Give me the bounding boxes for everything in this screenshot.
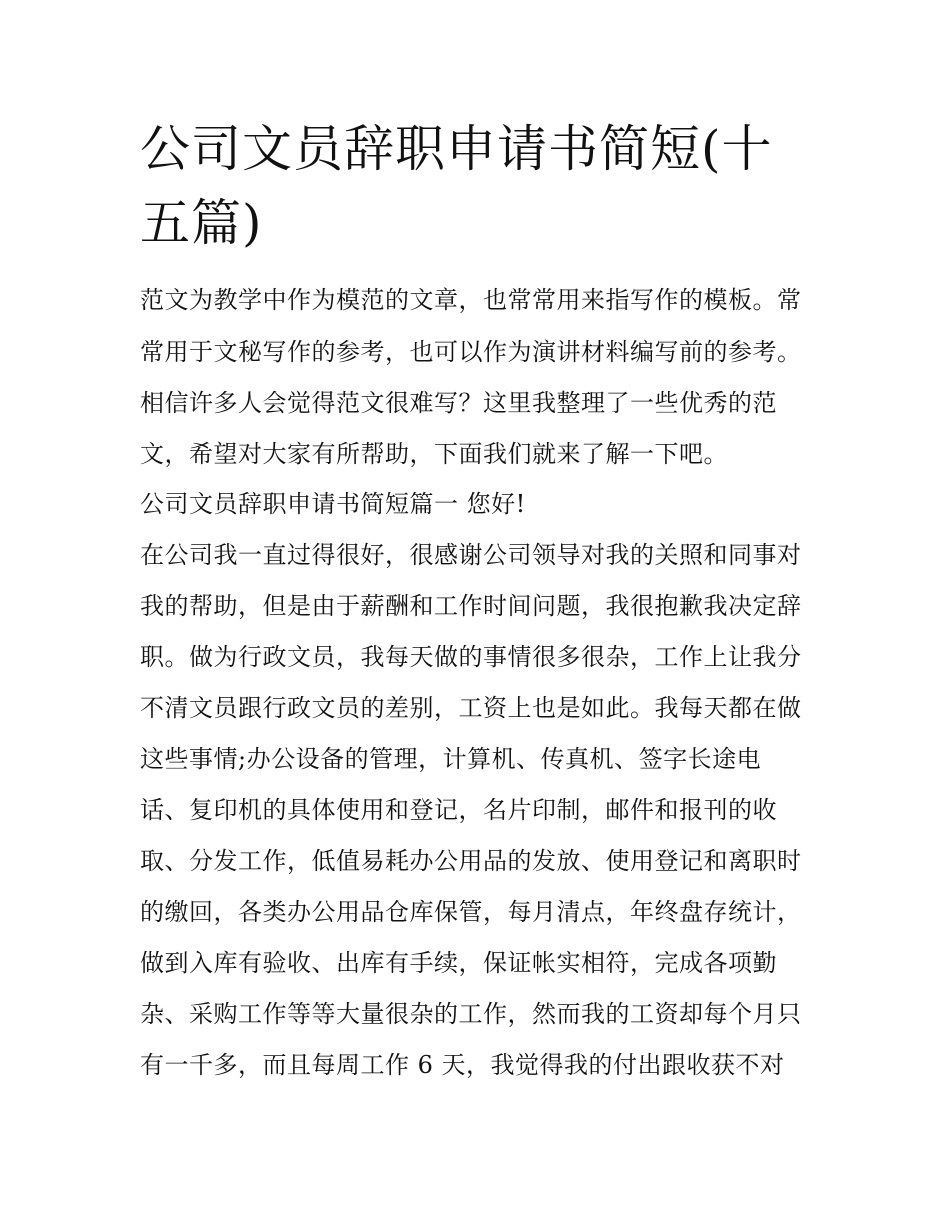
body-line: 不清文员跟行政文员的差别，工资上也是如此。我每天都在做 [140,694,802,722]
body-line: 做到入库有验收、出库有手续，保证帐实相符，完成各项勤 [140,949,777,977]
intro-line: 相信许多人会觉得范文很难写？这里我整理了一些优秀的范 [140,389,777,417]
body-line: 在公司我一直过得很好，很感谢公司领导对我的关照和同事对 [140,541,802,569]
body-line: 这些事情;办公设备的管理，计算机、传真机、签字长途电 [140,745,762,773]
body-line: 取、分发工作，低值易耗办公用品的发放、使用登记和离职时 [140,847,802,875]
section-heading: 公司文员辞职申请书简短篇一 您好! [140,490,526,518]
document-title: 公司文员辞职申请书简短(十五篇) [140,120,773,252]
intro-line: 常用于文秘写作的参考，也可以作为演讲材料编写前的参考。 [140,338,802,366]
intro-line: 文，希望对大家有所帮助，下面我们就来了解一下吧。 [140,440,728,468]
body-line: 有一千多，而且每周工作 6 天，我觉得我的付出跟收获不对 [140,1051,785,1079]
body-line: 我的帮助，但是由于薪酬和工作时间问题，我很抱歉我决定辞 [140,592,802,620]
body-line: 职。做为行政文员，我每天做的事情很多很杂，工作上让我分 [140,643,802,671]
body-line: 话、复印机的具体使用和登记，名片印制，邮件和报刊的收 [140,796,777,824]
intro-line: 范文为教学中作为模范的文章，也常常用来指写作的模板。常 [140,286,802,314]
body-line: 杂、采购工作等等大量很杂的工作，然而我的工资却每个月只 [140,1000,802,1028]
body-line: 的缴回，各类办公用品仓库保管，每月清点，年终盘存统计， [140,898,802,926]
